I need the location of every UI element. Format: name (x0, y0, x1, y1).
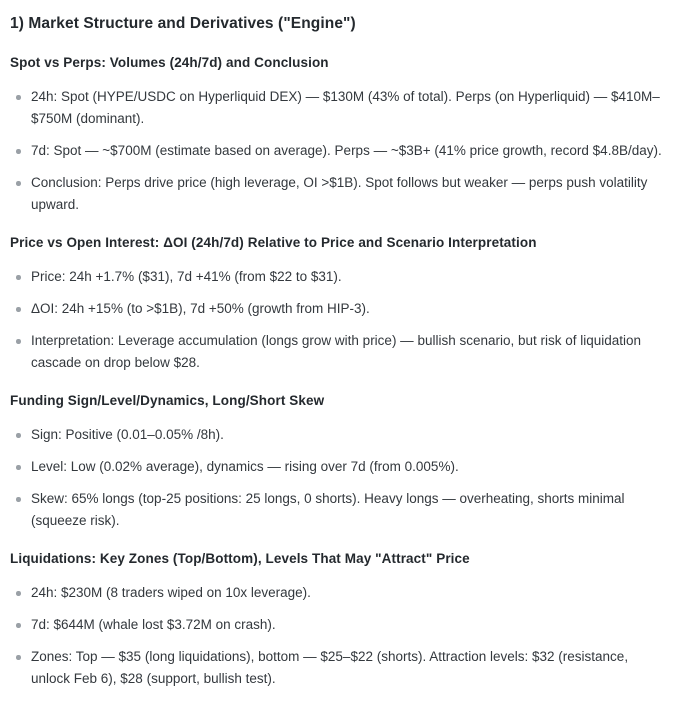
list-item (10, 86, 662, 130)
section-liquidations (10, 548, 662, 690)
bullet-icon (16, 497, 21, 502)
list-item-text: Sign: Positive (0.01–0.05% /8h). (31, 427, 224, 442)
bullet-list (10, 424, 662, 532)
list-item-text: Level: Low (0.02% average), dynamics — rising over 7d (from 0.005%). (31, 459, 459, 474)
list-item-text: Interpretation: Leverage accumulation (longs grow with price) — bullish scenario, but risk of liquidation cascade on drop below $28. (31, 333, 642, 370)
page-title: 1) Market Structure and Derivatives ("Engine") (10, 15, 356, 32)
bullet-icon (16, 307, 21, 312)
list-item (10, 456, 662, 478)
section-heading-liquidations: Liquidations: Key Zones (Top/Bottom), Levels That May "Attract" Price (10, 551, 470, 566)
bullet-icon (16, 623, 21, 628)
list-item (10, 330, 662, 374)
bullet-icon (16, 465, 21, 470)
section-spot-vs-perps (10, 52, 662, 216)
list-item-text: Skew: 65% longs (top-25 positions: 25 longs, 0 shorts). Heavy longs — overheating, shorts minimal (squeeze risk). (31, 491, 625, 528)
list-item (10, 298, 662, 320)
bullet-icon (16, 655, 21, 660)
list-item-text: ΔOI: 24h +15% (to >$1B), 7d +50% (growth from HIP-3). (31, 301, 370, 316)
list-item (10, 488, 662, 532)
bullet-list (10, 582, 662, 690)
bullet-icon (16, 95, 21, 100)
bullet-icon (16, 433, 21, 438)
list-item-text: 24h: $230M (8 traders wiped on 10x leverage). (31, 585, 311, 600)
list-item (10, 614, 662, 636)
list-item-text: 24h: Spot (HYPE/USDC on Hyperliquid DEX) — $130M (43% of total). Perps (on Hyperliquid) — $410M–$750M (dominant). (31, 89, 660, 126)
section-funding (10, 390, 662, 532)
list-item (10, 646, 662, 690)
section-heading-price-vs-open-interest: Price vs Open Interest: ΔOI (24h/7d) Relative to Price and Scenario Interpretation (10, 235, 537, 250)
bullet-icon (16, 339, 21, 344)
bullet-icon (16, 275, 21, 280)
bullet-list (10, 86, 662, 216)
list-item-text: Zones: Top — $35 (long liquidations), bottom — $25–$22 (shorts). Attraction levels: $32 (resistance, unlock Feb 6), $28 (support, bullish test). (31, 649, 629, 686)
bullet-icon (16, 181, 21, 186)
bullet-list (10, 266, 662, 374)
bullet-icon (16, 591, 21, 596)
list-item-text: Conclusion: Perps drive price (high leverage, OI >$1B). Spot follows but weaker — perps push volatility upward. (31, 175, 648, 212)
list-item (10, 172, 662, 216)
list-item-text: 7d: Spot — ~$700M (estimate based on average). Perps — ~$3B+ (41% price growth, record $4.8B/day). (31, 143, 662, 158)
section-heading-funding: Funding Sign/Level/Dynamics, Long/Short Skew (10, 393, 325, 408)
list-item-text: 7d: $644M (whale lost $3.72M on crash). (31, 617, 276, 632)
list-item-text: Price: 24h +1.7% ($31), 7d +41% (from $22 to $31). (31, 269, 342, 284)
section-heading-spot-vs-perps: Spot vs Perps: Volumes (24h/7d) and Conclusion (10, 55, 329, 70)
list-item (10, 266, 662, 288)
list-item (10, 582, 662, 604)
list-item (10, 140, 662, 162)
list-item (10, 424, 662, 446)
section-price-vs-open-interest (10, 232, 662, 374)
bullet-icon (16, 149, 21, 154)
